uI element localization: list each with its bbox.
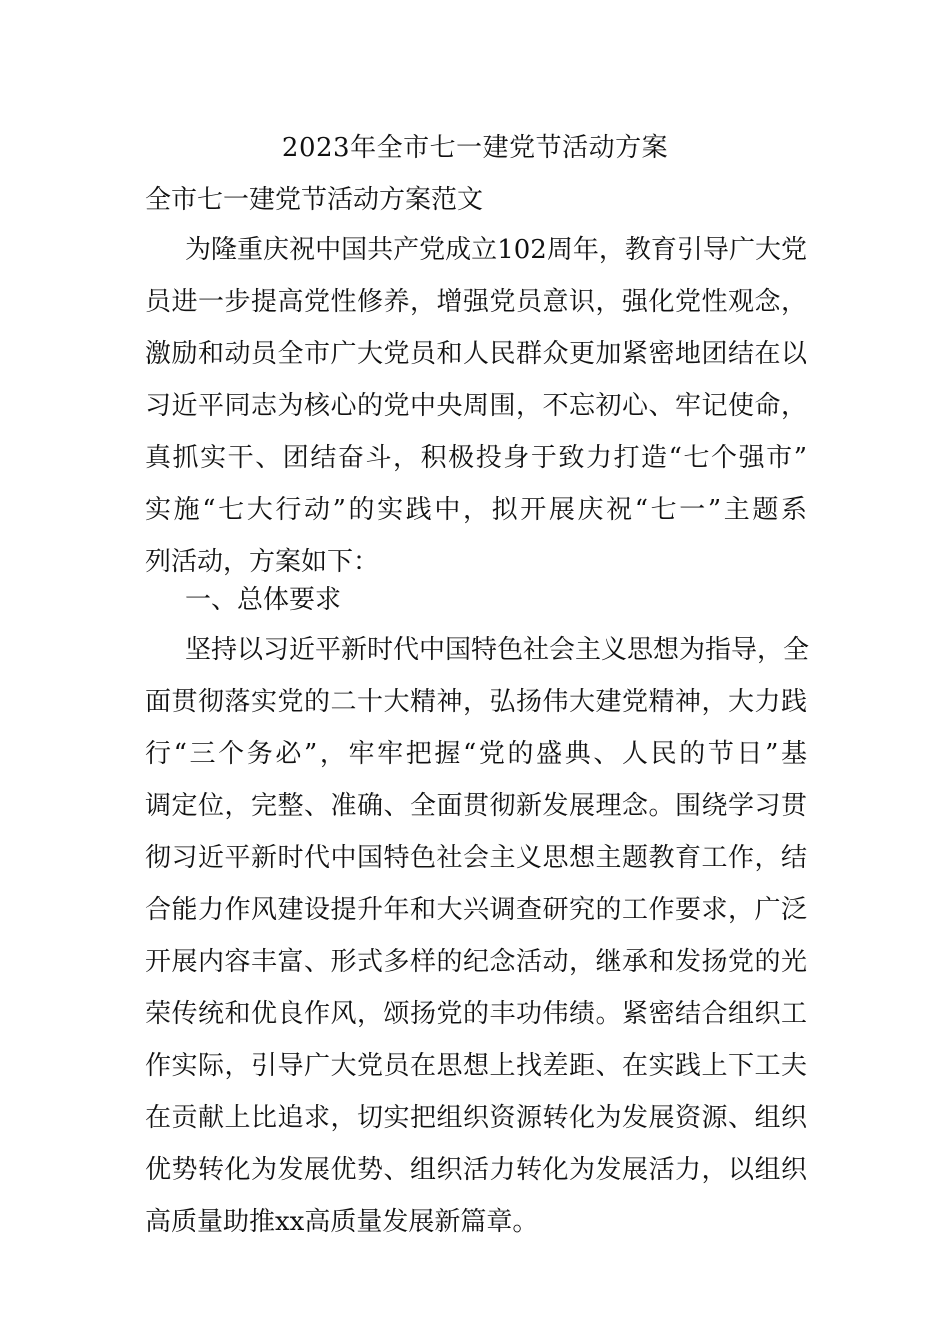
paragraph-line: 面贯彻落实党的二十大精神，弘扬伟大建党精神，大力践 — [145, 687, 807, 717]
document-title: 2023年全市七一建党节活动方案 — [281, 133, 669, 163]
section-heading: 一、总体要求 — [185, 585, 342, 615]
paragraph-line: 优势转化为发展优势、组织活力转化为发展活力，以组织 — [145, 1155, 807, 1185]
requirements-paragraph — [145, 624, 810, 1248]
paragraph-line: 彻习近平新时代中国特色社会主义思想主题教育工作，结 — [145, 843, 807, 873]
paragraph-line: 在贡献上比追求，切实把组织资源转化为发展资源、组织 — [145, 1103, 807, 1133]
document-subtitle: 全市七一建党节活动方案范文 — [145, 185, 484, 215]
paragraph-line: 坚持以习近平新时代中国特色社会主义思想为指导，全 — [185, 635, 810, 665]
paragraph-line: 开展内容丰富、形式多样的纪念活动，继承和发扬党的光 — [145, 947, 807, 977]
paragraph-line: 员进一步提高党性修养，增强党员意识，强化党性观念， — [145, 287, 807, 317]
paragraph-line: 调定位，完整、准确、全面贯彻新发展理念。围绕学习贯 — [145, 791, 807, 821]
paragraph-line: 列活动，方案如下： — [145, 547, 380, 577]
intro-paragraph — [145, 224, 807, 588]
paragraph-line: 合能力作风建设提升年和大兴调查研究的工作要求，广泛 — [145, 895, 807, 925]
paragraph-line: 真抓实干、团结奋斗，积极投身于致力打造“七个强市” — [145, 443, 807, 473]
paragraph-line: 为隆重庆祝中国共产党成立102周年，教育引导广大党 — [185, 235, 807, 265]
paragraph-line: 激励和动员全市广大党员和人民群众更加紧密地团结在以 — [145, 339, 807, 369]
paragraph-line: 高质量助推xx高质量发展新篇章。 — [145, 1207, 539, 1237]
paragraph-line: 实施“七大行动”的实践中，拟开展庆祝“七一”主题系 — [145, 495, 807, 525]
paragraph-line: 作实际，引导广大党员在思想上找差距、在实践上下工夫 — [145, 1051, 807, 1081]
paragraph-line: 习近平同志为核心的党中央周围，不忘初心、牢记使命， — [145, 391, 807, 421]
paragraph-line: 行“三个务必”，牢牢把握“党的盛典、人民的节日”基 — [145, 739, 807, 769]
paragraph-line: 荣传统和优良作风，颂扬党的丰功伟绩。紧密结合组织工 — [145, 999, 807, 1029]
